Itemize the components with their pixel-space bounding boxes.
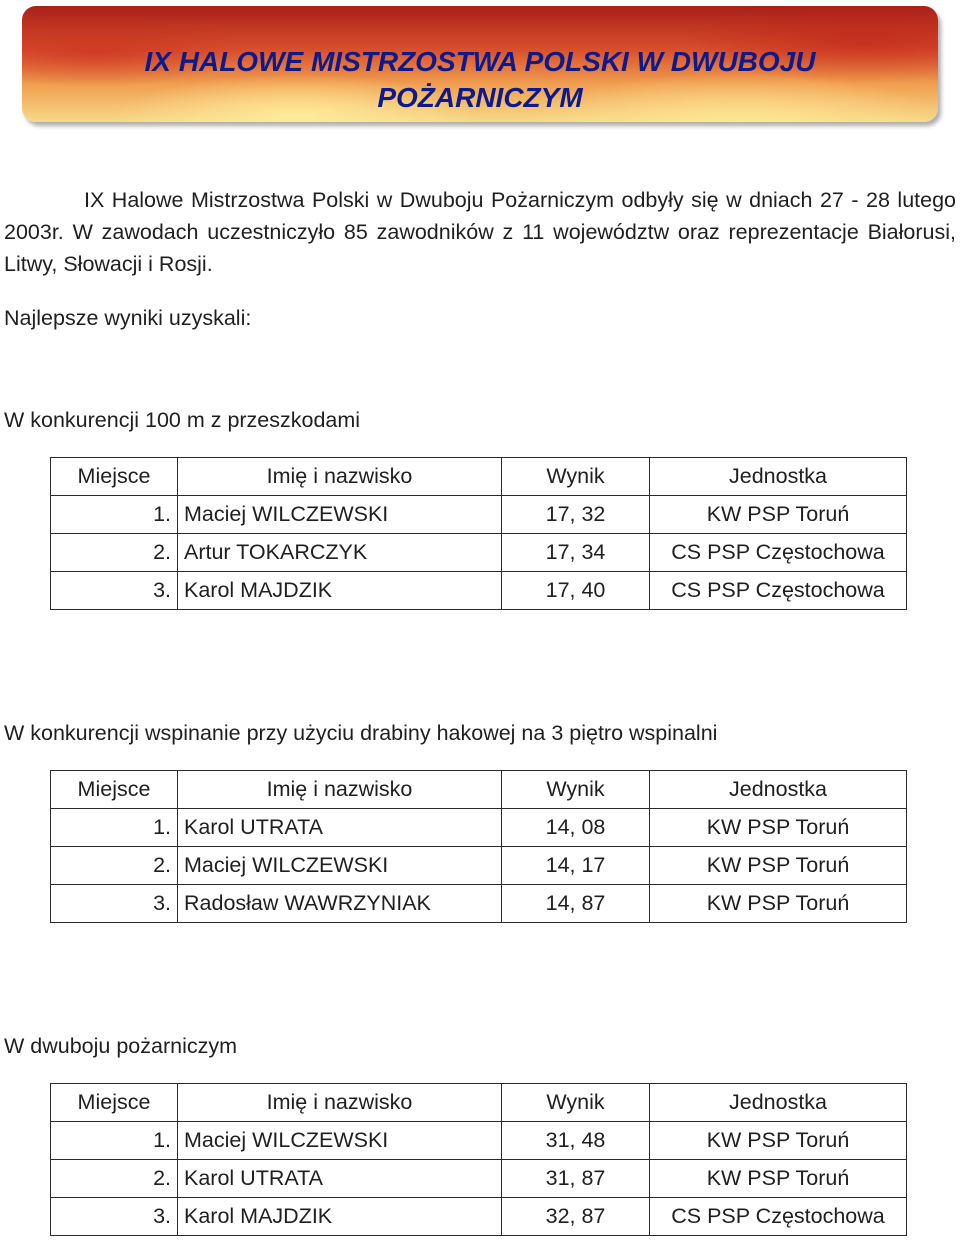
result-cell: 14, 17 xyxy=(502,847,650,885)
name-cell: Karol MAJDZIK xyxy=(178,1198,502,1236)
unit-cell: KW PSP Toruń xyxy=(650,885,907,923)
place-cell: 3. xyxy=(51,572,178,610)
place-cell: 1. xyxy=(51,496,178,534)
table-row xyxy=(51,572,907,610)
page-title-line-2: POŻARNICZYM xyxy=(377,82,583,113)
unit-cell: KW PSP Toruń xyxy=(650,1160,907,1198)
name-cell: Karol MAJDZIK xyxy=(178,572,502,610)
name-cell: Maciej WILCZEWSKI xyxy=(178,847,502,885)
page-title xyxy=(22,44,938,116)
result-cell: 31, 48 xyxy=(502,1122,650,1160)
intro-paragraph: IX Halowe Mistrzostwa Polski w Dwuboju Pożarniczym odbyły się w dniach 27 - 28 lutego 2003r. W zawodach uczestniczyło 85 zawodników z 11 województw oraz reprezentacje Białorusi, Litwy, Słowacji i Rosji. xyxy=(4,188,956,276)
place-cell: 3. xyxy=(51,885,178,923)
title-banner xyxy=(22,6,938,122)
name-cell: Artur TOKARCZYK xyxy=(178,534,502,572)
section-heading-100m: W konkurencji 100 m z przeszkodami xyxy=(4,408,361,432)
unit-cell: KW PSP Toruń xyxy=(650,847,907,885)
table-row xyxy=(51,847,907,885)
table-row xyxy=(51,885,907,923)
table-header-row xyxy=(51,1084,907,1122)
name-cell: Radosław WAWRZYNIAK xyxy=(178,885,502,923)
place-cell: 2. xyxy=(51,1160,178,1198)
column-header-result: Wynik xyxy=(502,771,650,809)
result-cell: 17, 40 xyxy=(502,572,650,610)
column-header-name: Imię i nazwisko xyxy=(178,1084,502,1122)
table-row xyxy=(51,1198,907,1236)
column-header-place: Miejsce xyxy=(51,458,178,496)
place-cell: 3. xyxy=(51,1198,178,1236)
result-cell: 14, 08 xyxy=(502,809,650,847)
results-table-duathlon xyxy=(50,1083,907,1236)
column-header-place: Miejsce xyxy=(51,771,178,809)
table-row xyxy=(51,809,907,847)
place-cell: 2. xyxy=(51,847,178,885)
column-header-unit: Jednostka xyxy=(650,771,907,809)
place-cell: 1. xyxy=(51,809,178,847)
section-heading-duathlon: W dwuboju pożarniczym xyxy=(4,1034,238,1058)
column-header-name: Imię i nazwisko xyxy=(178,771,502,809)
table-row xyxy=(51,496,907,534)
unit-cell: KW PSP Toruń xyxy=(650,1122,907,1160)
place-cell: 1. xyxy=(51,1122,178,1160)
unit-cell: CS PSP Częstochowa xyxy=(650,572,907,610)
name-cell: Karol UTRATA xyxy=(178,1160,502,1198)
table-header-row xyxy=(51,458,907,496)
table-row xyxy=(51,534,907,572)
name-cell: Maciej WILCZEWSKI xyxy=(178,496,502,534)
result-cell: 17, 32 xyxy=(502,496,650,534)
result-cell: 32, 87 xyxy=(502,1198,650,1236)
column-header-place: Miejsce xyxy=(51,1084,178,1122)
section-heading-ladder-climb: W konkurencji wspinanie przy użyciu drabiny hakowej na 3 piętro wspinalni xyxy=(4,721,718,745)
results-lead: Najlepsze wyniki uzyskali: xyxy=(4,306,252,330)
column-header-result: Wynik xyxy=(502,458,650,496)
page-title-line-1: IX HALOWE MISTRZOSTWA POLSKI W DWUBOJU xyxy=(144,46,816,77)
column-header-unit: Jednostka xyxy=(650,1084,907,1122)
result-cell: 31, 87 xyxy=(502,1160,650,1198)
table-header-row xyxy=(51,771,907,809)
unit-cell: KW PSP Toruń xyxy=(650,496,907,534)
results-table-ladder-climb xyxy=(50,770,907,923)
table-row xyxy=(51,1160,907,1198)
results-table-100m xyxy=(50,457,907,610)
unit-cell: CS PSP Częstochowa xyxy=(650,534,907,572)
column-header-name: Imię i nazwisko xyxy=(178,458,502,496)
name-cell: Karol UTRATA xyxy=(178,809,502,847)
place-cell: 2. xyxy=(51,534,178,572)
column-header-unit: Jednostka xyxy=(650,458,907,496)
result-cell: 14, 87 xyxy=(502,885,650,923)
column-header-result: Wynik xyxy=(502,1084,650,1122)
table-row xyxy=(51,1122,907,1160)
unit-cell: CS PSP Częstochowa xyxy=(650,1198,907,1236)
result-cell: 17, 34 xyxy=(502,534,650,572)
unit-cell: KW PSP Toruń xyxy=(650,809,907,847)
name-cell: Maciej WILCZEWSKI xyxy=(178,1122,502,1160)
